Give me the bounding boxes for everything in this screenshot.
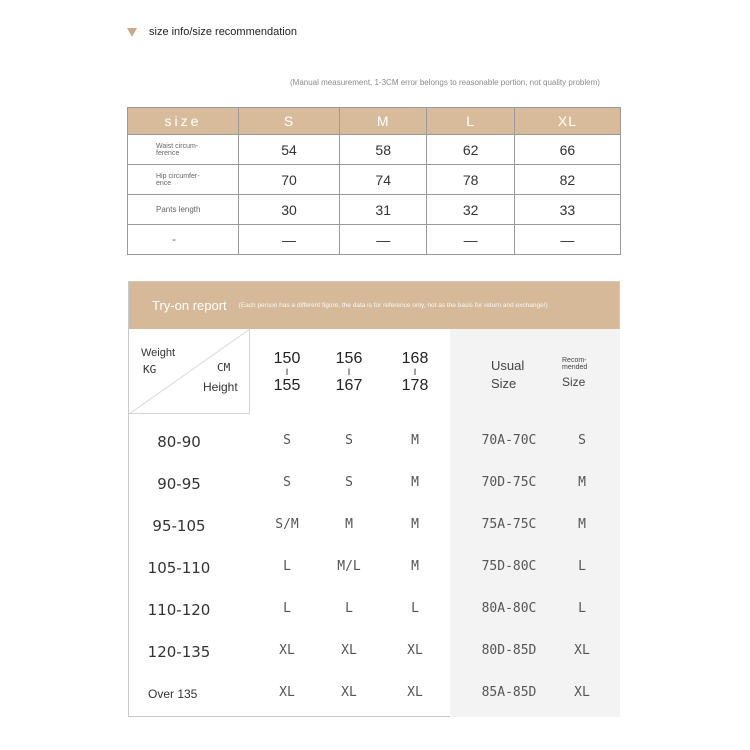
size-cell: XL bbox=[279, 643, 295, 658]
table-cell: 74 bbox=[340, 165, 427, 195]
recommended-cell: XL bbox=[574, 643, 590, 658]
height-range bbox=[267, 350, 307, 395]
size-table-header bbox=[128, 108, 621, 135]
recommended-size-header bbox=[562, 357, 587, 389]
table-cell: 54 bbox=[239, 135, 340, 165]
tryon-report bbox=[128, 281, 620, 717]
height-label: Height bbox=[203, 380, 238, 394]
weight-range: 90-95 bbox=[157, 475, 201, 493]
weight-range: 95-105 bbox=[152, 517, 206, 535]
header-cell: size bbox=[128, 108, 239, 135]
table-cell: 32 bbox=[427, 195, 514, 225]
table-cell: 31 bbox=[340, 195, 427, 225]
tryon-row bbox=[129, 643, 619, 663]
table-cell: 82 bbox=[514, 165, 620, 195]
size-cell: L bbox=[411, 601, 419, 616]
size-cell: XL bbox=[279, 685, 295, 700]
weight-range: Over 135 bbox=[148, 687, 198, 701]
usual-size-cell: 85A-85D bbox=[481, 685, 537, 700]
size-cell: XL bbox=[341, 685, 357, 700]
height-sep: I bbox=[285, 367, 289, 377]
row-label: Waist circum- ference bbox=[128, 135, 239, 165]
row-label: Hip circumfer- ence bbox=[128, 165, 239, 195]
size-cell: M bbox=[411, 559, 419, 574]
height-to: 178 bbox=[401, 377, 429, 394]
table-row bbox=[128, 225, 621, 255]
cm-label: CM bbox=[217, 361, 231, 374]
tryon-row bbox=[129, 601, 619, 621]
height-to: 167 bbox=[335, 377, 363, 394]
height-sep: I bbox=[347, 367, 351, 377]
size-cell: L bbox=[283, 559, 291, 574]
size-table bbox=[127, 107, 621, 255]
size-cell: M/L bbox=[337, 559, 361, 574]
size-cell: S/M bbox=[275, 517, 299, 532]
tryon-row bbox=[129, 685, 619, 705]
height-from: 156 bbox=[335, 350, 363, 367]
recommended-cell: M bbox=[578, 517, 586, 532]
table-row bbox=[128, 195, 621, 225]
recommended-cell: L bbox=[578, 601, 586, 616]
height-to: 155 bbox=[273, 377, 301, 394]
table-cell: 66 bbox=[514, 135, 620, 165]
height-range bbox=[329, 350, 369, 395]
usual-size-cell: 80D-85D bbox=[481, 643, 537, 658]
recommended-line: Recom- bbox=[562, 357, 587, 364]
weight-range: 110-120 bbox=[147, 601, 211, 619]
height-range bbox=[395, 350, 435, 395]
tryon-title: Try-on report bbox=[152, 298, 227, 313]
height-sep: I bbox=[413, 367, 417, 377]
recommended-cell: S bbox=[578, 433, 586, 448]
size-cell: S bbox=[283, 433, 291, 448]
table-cell: 78 bbox=[427, 165, 514, 195]
recommended-line: Size bbox=[562, 375, 586, 389]
size-cell: S bbox=[345, 433, 353, 448]
size-cell: M bbox=[411, 475, 419, 490]
row-label: - bbox=[128, 225, 239, 255]
tryon-row bbox=[129, 559, 619, 579]
weight-label: Weight bbox=[141, 347, 176, 359]
table-row bbox=[128, 135, 621, 165]
size-cell: S bbox=[283, 475, 291, 490]
usual-size-cell: 75D-80C bbox=[481, 559, 537, 574]
table-cell: — bbox=[340, 225, 427, 255]
table-cell: 62 bbox=[427, 135, 514, 165]
size-cell: XL bbox=[341, 643, 357, 658]
section-title bbox=[127, 26, 297, 38]
tryon-row bbox=[129, 475, 619, 495]
usual-size-cell: 70A-70C bbox=[481, 433, 537, 448]
row-label: Pants length bbox=[128, 195, 239, 225]
header-cell: XL bbox=[514, 108, 620, 135]
usual-size-line: Size bbox=[491, 376, 517, 391]
table-cell: 33 bbox=[514, 195, 620, 225]
weight-range: 80-90 bbox=[157, 433, 201, 451]
tryon-header bbox=[129, 282, 619, 329]
table-cell: 58 bbox=[340, 135, 427, 165]
measurement-note: (Manual measurement, 1-3CM error belongs to reasonable portion, not quality problem) bbox=[290, 78, 600, 87]
size-cell: XL bbox=[407, 685, 423, 700]
recommended-line: mended bbox=[562, 364, 588, 371]
header-cell: M bbox=[340, 108, 427, 135]
usual-size-cell: 70D-75C bbox=[481, 475, 537, 490]
size-cell: XL bbox=[407, 643, 423, 658]
recommended-cell: L bbox=[578, 559, 586, 574]
size-cell: S bbox=[345, 475, 353, 490]
table-cell: 30 bbox=[239, 195, 340, 225]
header-cell: L bbox=[427, 108, 514, 135]
height-from: 168 bbox=[401, 350, 429, 367]
recommended-cell: XL bbox=[574, 685, 590, 700]
table-cell: 70 bbox=[239, 165, 340, 195]
size-cell: L bbox=[283, 601, 291, 616]
size-cell: M bbox=[411, 433, 419, 448]
section-title-text: size info/size recommendation bbox=[149, 26, 297, 38]
usual-size-cell: 75A-75C bbox=[481, 517, 537, 532]
kg-label: KG bbox=[143, 363, 157, 376]
usual-size-header bbox=[491, 357, 524, 393]
table-cell: — bbox=[427, 225, 514, 255]
usual-size-cell: 80A-80C bbox=[481, 601, 537, 616]
tryon-row bbox=[129, 517, 619, 537]
triangle-down-icon bbox=[127, 28, 137, 37]
tryon-note: (Each person has a different figure, the data is for reference only, not as the basis for return and exchange!) bbox=[238, 302, 548, 309]
height-from: 150 bbox=[273, 350, 301, 367]
size-cell: M bbox=[345, 517, 353, 532]
size-cell: L bbox=[345, 601, 353, 616]
table-row bbox=[128, 165, 621, 195]
usual-size-line: Usual bbox=[491, 358, 525, 373]
weight-range: 120-135 bbox=[147, 643, 211, 661]
table-cell: — bbox=[239, 225, 340, 255]
recommended-cell: M bbox=[578, 475, 586, 490]
tryon-row bbox=[129, 433, 619, 453]
header-cell: S bbox=[239, 108, 340, 135]
size-cell: M bbox=[411, 517, 419, 532]
table-cell: — bbox=[514, 225, 620, 255]
weight-range: 105-110 bbox=[147, 559, 211, 577]
